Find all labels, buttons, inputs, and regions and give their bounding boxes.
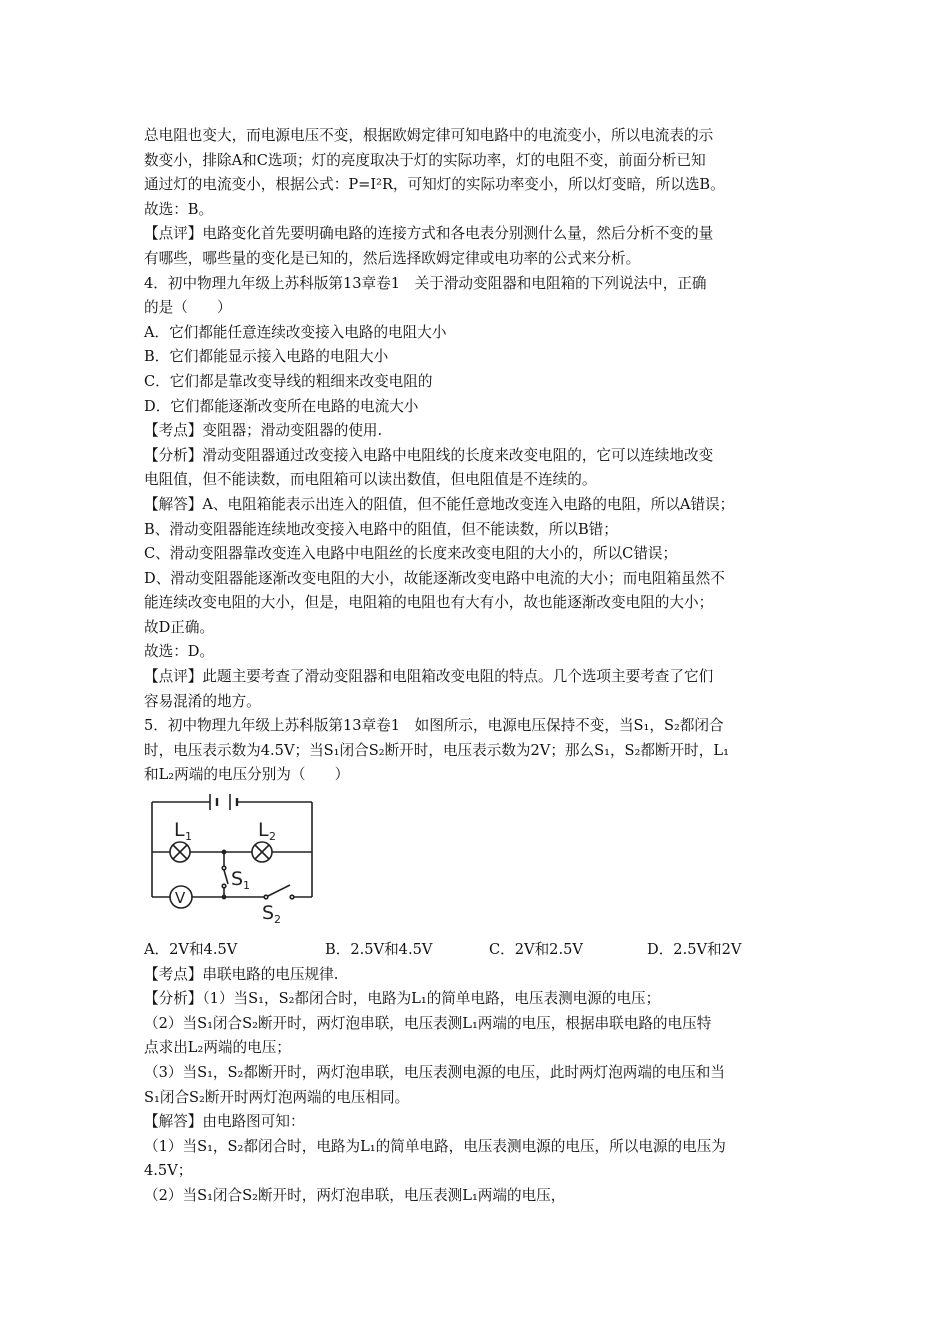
text-line: 容易混淆的地方。 <box>144 692 261 710</box>
text-line: 【考点】串联电路的电压规律. <box>144 965 339 983</box>
text-line: A．它们都能任意连续改变接入电路的电阻大小 <box>144 323 447 341</box>
text-line: 【点评】此题主要考查了滑动变阻器和电阻箱改变电阻的特点。几个选项主要考查了它们 <box>144 668 714 686</box>
lamp-2-subscript: 2 <box>269 830 276 844</box>
switch-2-blade <box>268 885 290 896</box>
text-line: 【解答】由电路图可知： <box>144 1113 305 1131</box>
text-line: 5．初中物理九年级上苏科版第13章卷1 如图所示，电源电压保持不变，当S₁，S₂都闭合 <box>144 717 724 735</box>
text-line: 点求出L₂两端的电压； <box>144 1039 291 1057</box>
text-line: 故D正确。 <box>144 618 215 636</box>
text-line: D．它们都能逐渐改变所在电路的电流大小 <box>144 397 419 415</box>
voltmeter-label: V <box>175 889 186 908</box>
junction-top <box>222 850 227 855</box>
text-line: 故选：B。 <box>144 200 214 218</box>
text-line: 4．初中物理九年级上苏科版第13章卷1 关于滑动变阻器和电阻箱的下列说法中，正确 <box>144 274 707 292</box>
text-line: （2）当S₁闭合S₂断开时，两灯泡串联，电压表测L₁两端的电压， <box>144 1186 566 1204</box>
text-line: 4.5V； <box>144 1162 193 1180</box>
switch-1-label: S <box>231 868 244 891</box>
switch-2-contact-left <box>264 895 268 899</box>
text-line: C．它们都是靠改变导线的粗细来改变电阻的 <box>144 372 433 390</box>
text-line: 【考点】变阻器；滑动变阻器的使用. <box>144 422 383 440</box>
junction-bottom <box>222 895 227 900</box>
text-line: 【解答】A、电阻箱能表示出连入的阻值，但不能任意地改变连入电路的电阻，所以A错误； <box>144 495 735 513</box>
option-d: D．2.5V和2V <box>647 941 742 959</box>
text-block-before-q5 <box>144 124 824 714</box>
text-line: S₁闭合S₂断开时两灯泡两端的电压相同。 <box>144 1088 410 1106</box>
text-line: B．它们都能显示接入电路的电阻大小 <box>144 348 389 366</box>
switch-2-contact-right <box>290 895 294 899</box>
text-line: 【点评】电路变化首先要明确电路的连接方式和各电表分别测什么量，然后分析不变的量 <box>144 225 714 243</box>
text-line: （3）当S₁，S₂都断开时，两灯泡串联，电压表测电源的电压，此时两灯泡两端的电压和当 <box>144 1064 725 1081</box>
lamp-2-label: L <box>258 819 269 842</box>
text-line: 电阻值，但不能读数，而电阻箱可以读出数值，但电阻值是不连续的。 <box>144 471 597 489</box>
text-line: 通过灯的电流变小，根据公式：P=I²R，可知灯的实际功率变小，所以灯变暗，所以选B。 <box>144 176 725 194</box>
text-line: 能连续改变电阻的大小，但是，电阻箱的电阻也有大有小，故也能逐渐改变电阻的大小； <box>144 594 714 612</box>
question-5-options <box>144 938 824 963</box>
lamp-1-subscript: 1 <box>185 830 192 844</box>
switch-1-contact-bottom <box>222 884 226 888</box>
text-line: 总电阻也变大，而电源电压不变，根据欧姆定律可知电路中的电流变小，所以电流表的示 <box>144 127 714 144</box>
text-line: C、滑动变阻器靠改变连入电路中电阻丝的长度来改变电阻的大小的，所以C错误； <box>144 545 678 563</box>
text-block-after-q5 <box>144 963 824 1209</box>
lamp-1-label: L <box>174 819 185 842</box>
switch-1-blade <box>224 870 228 884</box>
text-line: 故选：D。 <box>144 643 215 661</box>
text-line: （2）当S₁闭合S₂断开时，两灯泡串联，电压表测L₁两端的电压，根据串联电路的电压特 <box>144 1014 712 1032</box>
text-line: 【分析】（1）当S₁，S₂都闭合时，电路为L₁的简单电路，电压表测电源的电压； <box>144 990 661 1008</box>
text-line: B、滑动变阻器能连续地改变接入电路中的阻值，但不能读数，所以B错； <box>144 520 618 538</box>
option-a: A．2V和4.5V <box>144 941 238 959</box>
switch-1-subscript: 1 <box>243 879 250 893</box>
switch-2-label: S <box>262 902 275 925</box>
circuit-diagram <box>144 788 824 938</box>
text-line: 时，电压表示数为4.5V；当S₁闭合S₂断开时，电压表示数为2V；那么S₁，S₂都断开时，L₁ <box>144 741 729 759</box>
text-line: 有哪些，哪些量的变化是已知的，然后选择欧姆定律或电功率的公式来分析。 <box>144 249 641 267</box>
question-5-stem <box>144 714 824 788</box>
text-line: 【分析】滑动变阻器通过改变接入电路中电阻线的长度来改变电阻的，它可以连续地改变 <box>144 446 714 464</box>
text-line: 数变小，排除A和C选项；灯的亮度取决于灯的实际功率，灯的电阻不变，前面分析已知 <box>144 151 706 169</box>
option-c: C．2V和2.5V <box>489 941 583 959</box>
text-line: （1）当S₁，S₂都闭合时，电路为L₁的简单电路，电压表测电源的电压，所以电源的电压为 <box>144 1137 726 1155</box>
document-page <box>144 124 824 1209</box>
switch-2-subscript: 2 <box>274 913 281 927</box>
option-b: B．2.5V和4.5V <box>325 941 433 959</box>
switch-1-contact-top <box>222 866 226 870</box>
text-line: D、滑动变阻器能逐渐改变电阻的大小，故能逐渐改变电路中电流的大小；而电阻箱虽然不 <box>144 569 725 587</box>
circuit-diagram-svg <box>144 794 334 934</box>
text-line: 的是（ ） <box>144 299 232 317</box>
text-line: 和L₂两端的电压分别为（ ） <box>144 766 350 784</box>
